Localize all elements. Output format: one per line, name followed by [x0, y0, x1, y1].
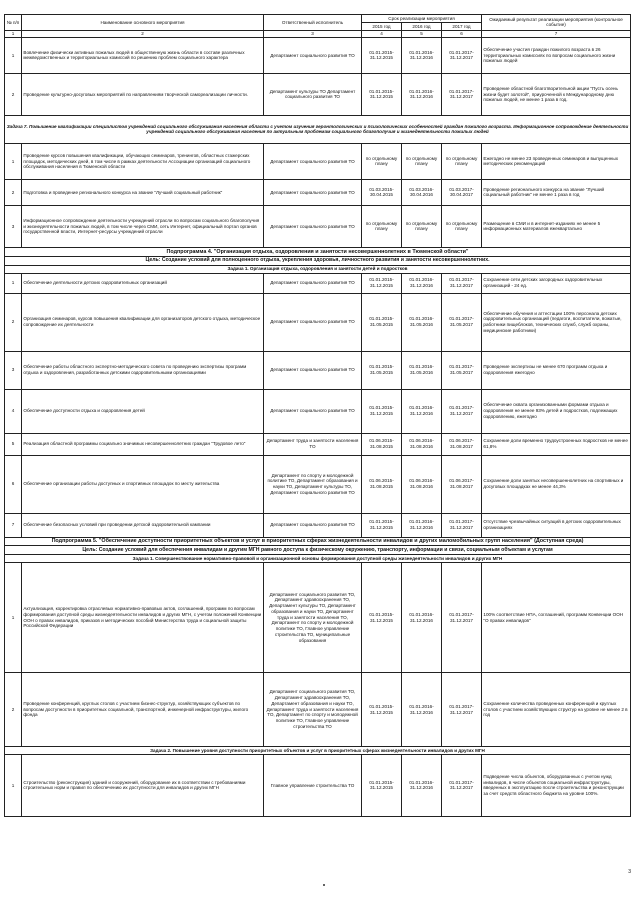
- row-2017: 01.01.2017-31.12.2017: [442, 73, 482, 115]
- table-row: [5, 351, 631, 389]
- row-2017: 01.01.2017-31.12.2017: [442, 513, 482, 537]
- row-num: 1: [5, 273, 22, 293]
- row-num: 5: [5, 433, 22, 455]
- subprogram-heading: [5, 247, 631, 256]
- table-row: [5, 205, 631, 247]
- row-activity: Обеспечение доступности отдыха и оздоровления детей: [22, 389, 264, 433]
- row-num: 2: [5, 73, 22, 115]
- table-row: [5, 389, 631, 433]
- table-row: [5, 754, 631, 816]
- header-result: Ожидаемый результат реализации мероприятия (контрольное событие): [482, 15, 631, 31]
- row-activity: Подготовка и проведение регионального конкурса на звание "Лучший социальный работник": [22, 179, 264, 205]
- row-num: 3: [5, 351, 22, 389]
- row-num: 2: [5, 293, 22, 351]
- table-row: [5, 563, 631, 673]
- task-5-1-title: Задача 1. Совершенствование нормативно-правовой и организационной основы формирования доступной среды жизнедеятельности инвалидов и других МГН: [5, 555, 631, 563]
- row-num: 4: [5, 389, 22, 433]
- row-activity: Проведение курсов повышения квалификации, обучающих семинаров, тренингов, областных стажерских площадок, методических дней, в том числе в рамках деятельности Ассоциации организаций социального обслуживания населения в Тюменской области: [22, 143, 264, 179]
- row-num: 2: [5, 179, 22, 205]
- header-period: Срок реализации мероприятия: [362, 15, 482, 23]
- row-2015: 01.01.2015-31.12.2015: [362, 754, 402, 816]
- row-executor: Департамент социального развития ТО: [264, 293, 362, 351]
- row-activity: Организация семинаров, курсов повышения квалификации для организаторов детского отдыха, методическое сопровождение их деятельности: [22, 293, 264, 351]
- row-2017: 01.01.2017-31.05.2017: [442, 351, 482, 389]
- row-activity: Проведение конференций, круглых столов с участием бизнес-структур, хозяйствующих субъектов по вопросам доступности в приоритетных социальной, транспортной, инженерной инфраструктуры, жилого фонда: [22, 673, 264, 747]
- row-2015: 01.01.2015-31.12.2015: [362, 389, 402, 433]
- row-result: Обеспечение участия граждан пожилого возраста в 26 территориальных комиссиях по вопросам социального жизни пожилых людей: [482, 37, 631, 73]
- row-2015: 01.01.2015-31.12.2015: [362, 563, 402, 673]
- row-2016: по отдельному плану: [402, 205, 442, 247]
- row-executor: Департамент труда и занятости населения ТО: [264, 433, 362, 455]
- header-2016: 2016 год: [402, 22, 442, 30]
- row-executor: Департамент социального развития ТО: [264, 37, 362, 73]
- row-2017: по отдельному плану: [442, 205, 482, 247]
- row-result: Проведение экспертизы не менее 670 программ отдыха и оздоровления ежегодно: [482, 351, 631, 389]
- row-2016: 01.01.2016-31.12.2016: [402, 389, 442, 433]
- table-row: [5, 73, 631, 115]
- row-2015: 01.01.2015-31.05.2015: [362, 293, 402, 351]
- header-executor: Ответственный исполнитель: [264, 15, 362, 31]
- task-heading: [5, 555, 631, 563]
- row-2017: 01.01.2017-31.05.2017: [442, 293, 482, 351]
- row-executor: Департамент социального развития ТО: [264, 143, 362, 179]
- row-num: 6: [5, 455, 22, 513]
- row-2015: 01.06.2015-31.08.2015: [362, 455, 402, 513]
- table-row: [5, 179, 631, 205]
- row-2015: 01.01.2015-31.12.2015: [362, 673, 402, 747]
- header-name: Наименование основного мероприятия: [22, 15, 264, 31]
- row-2016: 01.01.2016-31.12.2016: [402, 563, 442, 673]
- task-heading: [5, 747, 631, 755]
- page-number: 3: [628, 869, 631, 875]
- row-executor: Департамент социального развития ТО, Департамент здравоохранения ТО, Департамент образования и науки ТО, Департамент труда и занятости населения ТО, Департамент по спорту и молодежной политике ТО, Главное управление строительства ТО: [264, 673, 362, 747]
- row-2017: 01.01.2017-31.12.2017: [442, 673, 482, 747]
- row-result: Сохранение доли временно трудоустроенных подростков не менее 61,8%: [482, 433, 631, 455]
- row-2017: 01.01.2017-31.12.2017: [442, 273, 482, 293]
- row-activity: Актуализация, корректировка отраслевых нормативно-правовых актов, соглашений, программ по вопросам формирования доступной среды жизнедеятельности инвалидов и других МГН, с учетом положений Конвенции ООН о правах инвалидов, приказов и методических пособий Министерства труда и социальной защиты Российской Федерации: [22, 563, 264, 673]
- row-activity: Вовлечение физически активных пожилых людей в общественную жизнь области в составе различных межведомственных и территориальных комиссий по решению проблем социального характера: [22, 37, 264, 73]
- column-number: 4: [362, 30, 402, 37]
- table-row: [5, 455, 631, 513]
- subprogram-5-title: Подпрограмма 5. "Обеспечение доступности приоритетных объектов и услуг в приоритетных сферах жизнедеятельности инвалидов и других маломобильных групп населения" (Доступная среда): [5, 537, 631, 546]
- row-2015: 01.01.2015-31.05.2015: [362, 351, 402, 389]
- row-executor: Департамент социального развития ТО: [264, 389, 362, 433]
- row-2015: 01.01.2015-31.12.2015: [362, 37, 402, 73]
- row-num: 1: [5, 754, 22, 816]
- column-number: 6: [442, 30, 482, 37]
- row-num: 1: [5, 37, 22, 73]
- header-num: № п/п: [5, 15, 22, 31]
- task-7-title: Задача 7. Повышение квалификации специалистов учреждений социального обслуживания населения области с учетом изучения геронтологических и психологических особенностей граждан пожилого возраста. Информационное сопровождение деятельности учреждений социального обслуживания населения по актуальным проблемам социального благополучия и жизнедеятельности пожилых людей: [5, 115, 631, 143]
- row-activity: Обеспечение работы областного экспертно-методического совета по проведению экспертизы программ отдыха и оздоровления, разработанных детскими оздоровительными организациями: [22, 351, 264, 389]
- row-num: 1: [5, 143, 22, 179]
- row-activity: Проведение культурно-досуговых мероприятий по направлениям творческой самореализации личности.: [22, 73, 264, 115]
- row-2017: 01.03.2017-30.04.2017: [442, 179, 482, 205]
- row-result: Размещение в СМИ и в интернет-изданиях не менее 5 информационных материалов ежеквартально: [482, 205, 631, 247]
- row-2015: 01.06.2015-31.08.2015: [362, 433, 402, 455]
- task-heading: [5, 115, 631, 143]
- row-2015: 01.03.2015-30.04.2015: [362, 179, 402, 205]
- row-result: Сохранение количества проведенных конференций и круглых столов с участием хозяйствующих структур на уровне не менее 2 в год: [482, 673, 631, 747]
- row-result: Отсутствие чрезвычайных ситуаций в детских оздоровительных организациях: [482, 513, 631, 537]
- row-2015: по отдельному плану: [362, 205, 402, 247]
- row-executor: Департамент социального развития ТО: [264, 205, 362, 247]
- row-result: Проведение областной благотворительной акции "Пусть осень жизни будет золотой", приуроченной к Международному дню пожилых людей, не менее 1 раза в год.: [482, 73, 631, 115]
- row-2016: 01.01.2016-31.12.2016: [402, 673, 442, 747]
- row-num: 1: [5, 563, 22, 673]
- row-result: Обеспечение обучения и аттестации 100% персонала детских оздоровительных организаций (педагоги, воспитатели, вожатые, работники пищеблоков, технических служб, служб охраны, медицинские работники): [482, 293, 631, 351]
- row-activity: Реализация областной программы социально значимых несовершеннолетних граждан "Трудовое лето": [22, 433, 264, 455]
- column-number: 1: [5, 30, 22, 37]
- row-2017: 01.01.2017-31.12.2017: [442, 754, 482, 816]
- row-2016: по отдельному плану: [402, 143, 442, 179]
- plan-table: [4, 14, 631, 817]
- subprogram-4-title: Подпрограмма 4. "Организация отдыха, оздоровления и занятости несовершеннолетних в Тюменской области": [5, 247, 631, 256]
- row-2016: 01.01.2016-31.05.2016: [402, 293, 442, 351]
- scan-mark: [323, 884, 325, 886]
- row-2016: 01.03.2016-30.04.2016: [402, 179, 442, 205]
- row-executor: Департамент социального развития ТО: [264, 513, 362, 537]
- row-2015: 01.01.2015-31.12.2015: [362, 273, 402, 293]
- row-2015: 01.01.2015-31.12.2015: [362, 513, 402, 537]
- row-executor: Главное управление строительства ТО: [264, 754, 362, 816]
- table-row: [5, 513, 631, 537]
- row-2016: 01.01.2016-31.12.2016: [402, 37, 442, 73]
- row-num: 7: [5, 513, 22, 537]
- row-2015: по отдельному плану: [362, 143, 402, 179]
- row-activity: Информационное сопровождение деятельности учреждений отрасли по вопросам социального благополучия и жизнедеятельности пожилых людей, в том числе через СМИ, сеть Интернет, официальный портал органов государственной власти, Интернет-ресурсы учреждений отрасли: [22, 205, 264, 247]
- row-activity: Обеспечение деятельности детских оздоровительных организаций: [22, 273, 264, 293]
- row-result: Подведение числа объектов, оборудованных с учетом нужд инвалидов, в числе объектов социальной инфраструктуры, введенных в эксплуатацию после строительства и реконструкции за счет средств областного бюджета на уровне 100%.: [482, 754, 631, 816]
- row-executor: Департамент по спорту и молодежной политике ТО, Департамент образования и науки ТО, Департамент культуры ТО, Департамент социального развития ТО: [264, 455, 362, 513]
- row-result: Проведение регионального конкурса на звание "Лучший социальный работник" не менее 1 раза в год: [482, 179, 631, 205]
- row-num: 2: [5, 673, 22, 747]
- task-4-1-title: Задача 1. Организация отдыха, оздоровления и занятости детей и подростков: [5, 265, 631, 273]
- row-executor: Департамент социального развития ТО: [264, 273, 362, 293]
- row-2017: 01.01.2017-31.12.2017: [442, 563, 482, 673]
- column-number: 7: [482, 30, 631, 37]
- subprogram-4-goal: Цель: Создание условий для полноценного отдыха, укрепления здоровья, личностного развития и занятости несовершеннолетних.: [5, 256, 631, 265]
- row-executor: Департамент социального развития ТО: [264, 351, 362, 389]
- row-2017: 01.06.2017-31.08.2017: [442, 433, 482, 455]
- row-result: 100% соответствие НПА, соглашений, программ Конвенции ООН "О правах инвалидов": [482, 563, 631, 673]
- header-2017: 2017 год: [442, 22, 482, 30]
- row-activity: Обеспечение организации работы доступных и спортивных площадок по месту жительства: [22, 455, 264, 513]
- row-2016: 01.01.2016-31.12.2016: [402, 754, 442, 816]
- row-executor: Департамент культуры ТО Департамент социального развития ТО: [264, 73, 362, 115]
- row-2017: 01.01.2017-31.12.2017: [442, 389, 482, 433]
- row-2017: по отдельному плану: [442, 143, 482, 179]
- table-row: [5, 293, 631, 351]
- column-number: 3: [264, 30, 362, 37]
- column-number: 5: [402, 30, 442, 37]
- table-row: [5, 273, 631, 293]
- row-num: 3: [5, 205, 22, 247]
- row-2017: 01.06.2017-31.08.2017: [442, 455, 482, 513]
- task-heading: [5, 265, 631, 273]
- row-2017: 01.01.2017-31.12.2017: [442, 37, 482, 73]
- table-row: [5, 143, 631, 179]
- row-result: Обеспечение охвата организованными формами отдыха и оздоровления не менее 93% детей и подростков, подлежащих оздоровлению, ежегодно: [482, 389, 631, 433]
- subprogram-5-goal: Цель: Создание условий для обеспечения инвалидам и другим МГН равного доступа к физическому окружению, транспорту, информации и связи, социальным объектам и услугам: [5, 546, 631, 555]
- header-2015: 2015 год: [362, 22, 402, 30]
- row-executor: Департамент социального развития ТО, Департамент здравоохранения ТО, Департамент культуры ТО, Департамент образования и науки ТО, Департамент труда и занятости населения ТО, Департамент по спорту и молодежной политике ТО, Главное управление строительства ТО, муниципальные образования: [264, 563, 362, 673]
- header-row: [5, 15, 631, 23]
- row-activity: Строительство (реконструкция) зданий и сооружений, оборудование их в соответствии с требованиями строительных норм и правил по обеспечению их доступности для инвалидов и других МГН: [22, 754, 264, 816]
- table-row: [5, 673, 631, 747]
- table-row: [5, 433, 631, 455]
- table-row: [5, 37, 631, 73]
- row-2016: 01.01.2016-31.12.2016: [402, 513, 442, 537]
- row-2015: 01.01.2015-31.12.2015: [362, 73, 402, 115]
- row-executor: Департамент социального развития ТО: [264, 179, 362, 205]
- row-result: Сохранение сети детских загородных оздоровительных организаций - 24 ед.: [482, 273, 631, 293]
- column-numbers-row: [5, 30, 631, 37]
- subprogram-heading: [5, 537, 631, 546]
- goal-heading: [5, 546, 631, 555]
- row-2016: 01.06.2016-31.08.2016: [402, 433, 442, 455]
- goal-heading: [5, 256, 631, 265]
- row-2016: 01.06.2016-31.08.2016: [402, 455, 442, 513]
- row-result: Сохранение доли занятых несовершеннолетних на спортивных и досуговых площадках не менее 44,3%: [482, 455, 631, 513]
- row-2016: 01.01.2016-31.05.2016: [402, 351, 442, 389]
- row-result: Ежегодно не менее 23 проведенных семинаров и выпущенных методических рекомендаций: [482, 143, 631, 179]
- column-number: 2: [22, 30, 264, 37]
- task-5-2-title: Задача 2. Повышение уровня доступности приоритетных объектов и услуг в приоритетных сферах жизнедеятельности инвалидов и других МГН: [5, 747, 631, 755]
- row-activity: Обеспечение безопасных условий при проведении детской оздоровительной кампании: [22, 513, 264, 537]
- row-2016: 01.01.2016-31.12.2016: [402, 73, 442, 115]
- row-2016: 01.01.2016-31.12.2016: [402, 273, 442, 293]
